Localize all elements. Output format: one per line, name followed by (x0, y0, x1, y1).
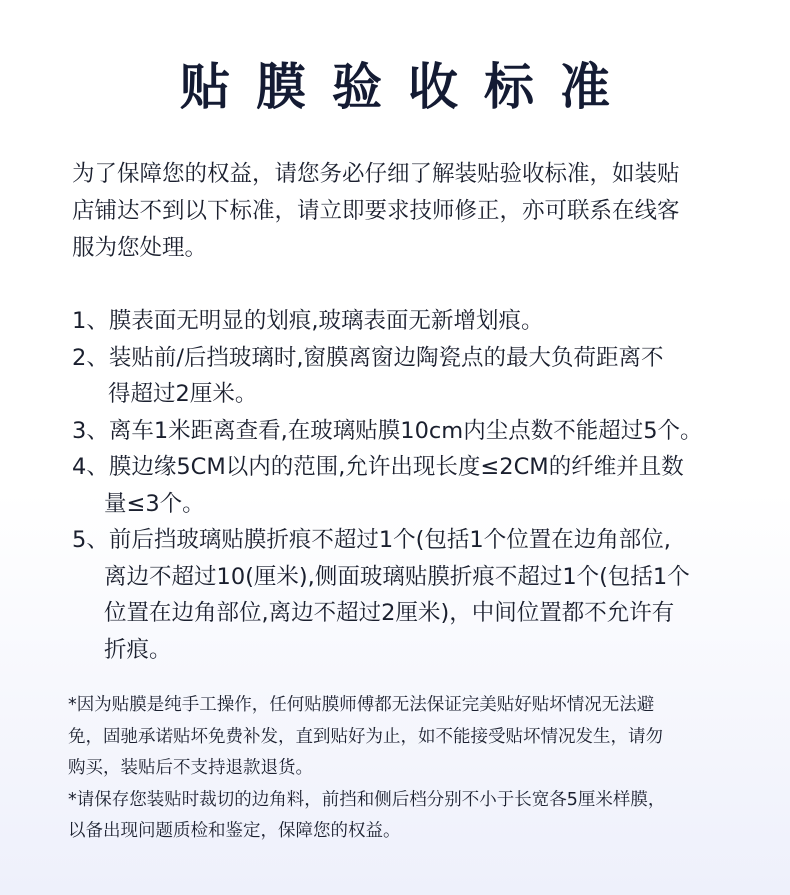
list-item-1 (72, 303, 732, 340)
footnote-line: *请保存您装贴时裁切的边角料，前挡和侧后档分别不小于长宽各5厘米样膜， (68, 789, 666, 810)
footnote-line: 购买，装贴后不支持退款退货。 (68, 758, 313, 778)
item-text: 装贴前/后挡玻璃时,窗膜离窗边陶瓷点的最大负荷距离不 (108, 344, 664, 371)
item-number: 5、 (72, 527, 109, 553)
list-item-2 (72, 340, 732, 413)
item-text-continued: 量≤3个。 (104, 490, 205, 517)
list-item-5 (72, 522, 732, 668)
item-text: 离车1米距离查看,在玻璃贴膜10cm内尘点数不能超过5个。 (108, 417, 703, 444)
item-number: 2、 (72, 344, 109, 371)
page-title: 贴膜验收标准 (180, 58, 636, 116)
list-item-3 (72, 413, 732, 450)
intro-paragraph (72, 156, 732, 267)
item-text: 前后挡玻璃贴膜折痕不超过1个(包括1个位置在边角部位, (108, 527, 671, 553)
footnote-line: 免，固驰承诺贴坏免费补发，直到贴好为止，如不能接受贴坏情况发生，请勿 (68, 726, 663, 747)
item-text: 膜表面无明显的划痕,玻璃表面无新增划痕。 (108, 308, 544, 334)
item-text-continued: 得超过2厘米。 (108, 381, 258, 407)
item-number: 3、 (72, 417, 109, 444)
item-text-continued: 离边不超过10(厘米),侧面玻璃贴膜折痕不超过1个(包括1个 (104, 563, 690, 590)
item-text-continued: 位置在边角部位,离边不超过2厘米)，中间位置都不允许有 (104, 600, 675, 626)
intro-line: 为了保障您的权益，请您务必仔细了解装贴验收标准，如装贴 (72, 161, 680, 187)
footnote-line: *因为贴膜是纯手工操作，任何贴膜师傅都无法保证完美贴好贴坏情况无法避 (68, 695, 655, 715)
item-text-continued: 折痕。 (104, 636, 172, 663)
footnotes (68, 690, 738, 848)
intro-line: 店铺达不到以下标准，请立即要求技师修正，亦可联系在线客 (72, 198, 680, 224)
item-text: 膜边缘5CM以内的范围,允许出现长度≤2CM的纤维并且数 (108, 454, 684, 480)
intro-line: 服为您处理。 (72, 235, 208, 261)
item-number: 1、 (72, 308, 109, 334)
list-item-4 (72, 449, 732, 522)
standards-list (72, 303, 732, 668)
item-number: 4、 (72, 454, 109, 480)
footnote-line: 以备出现问题质检和鉴定，保障您的权益。 (68, 821, 401, 841)
